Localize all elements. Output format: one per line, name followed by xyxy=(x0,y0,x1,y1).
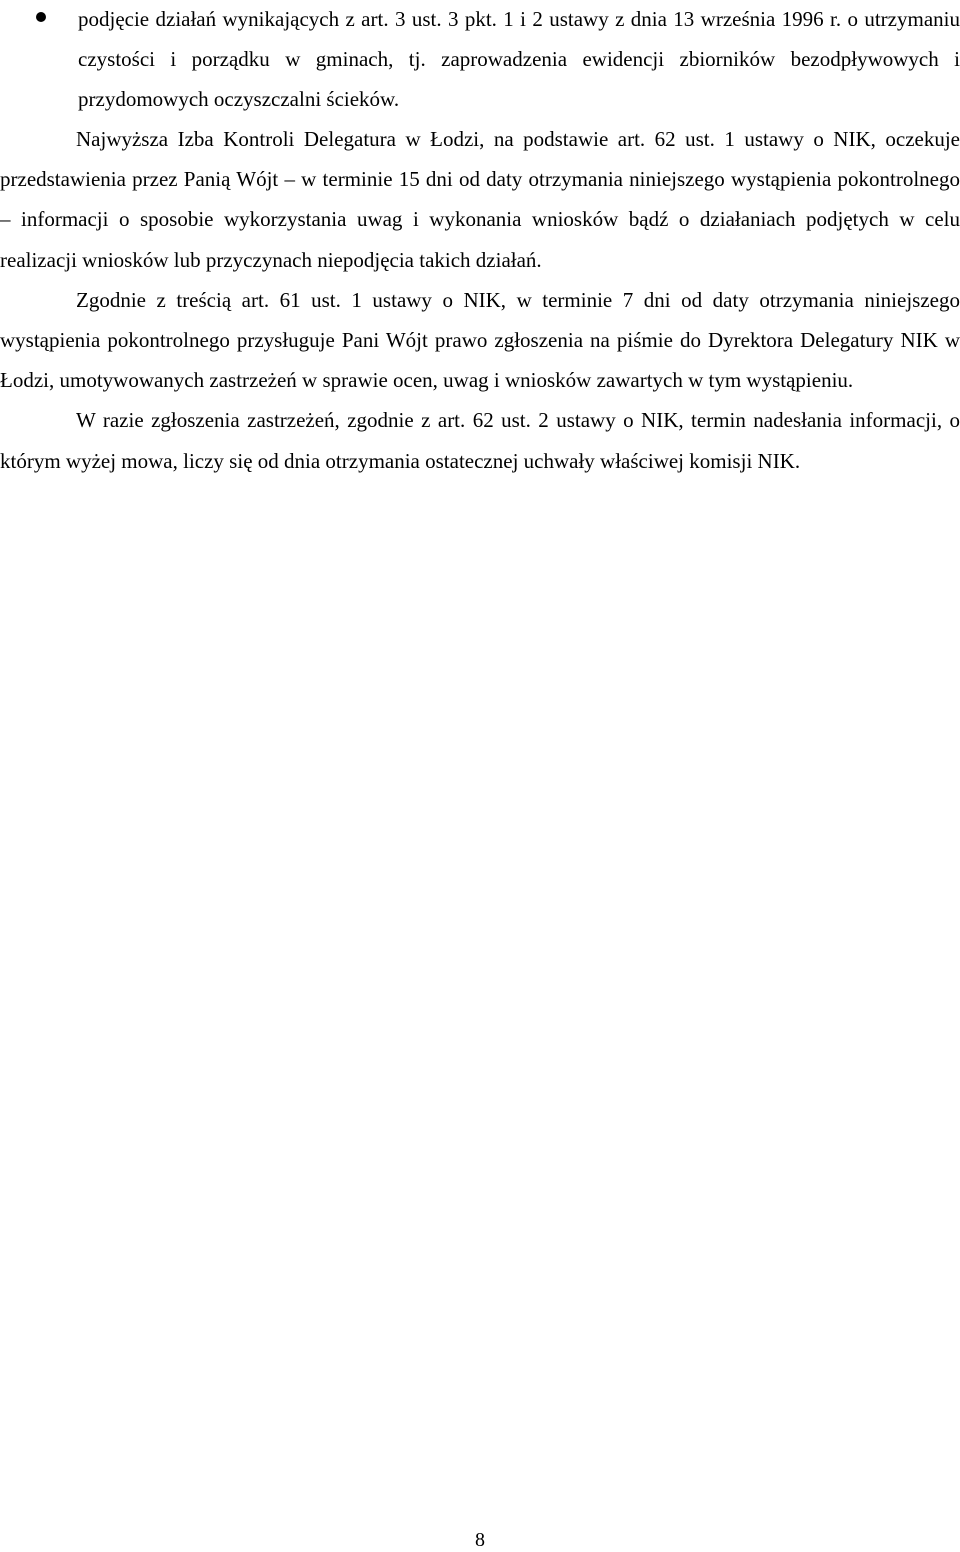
bullet-dot-icon xyxy=(36,12,46,22)
body-paragraphs xyxy=(0,119,960,481)
paragraph-follow-up-request: Najwyższa Izba Kontroli Delegatura w Łodzi, na podstawie art. 62 ust. 1 ustawy o NIK, oczekuje przedstawienia przez Panią Wójt – w terminie 15 dni od daty otrzymania niniejszego wystąpienia pokontrolnego – informacji o sposobie wykorzystania uwag i wykonania wniosków bądź o działaniach podjętych w celu realizacji wniosków lub przyczynach niepodjęcia takich działań. xyxy=(0,127,960,272)
paragraph-deadline-note: W razie zgłoszenia zastrzeżeń, zgodnie z art. 62 ust. 2 ustawy o NIK, termin nadesłania informacji, o którym wyżej mowa, liczy się od dnia otrzymania ostatecznej uchwały właściwej komisji NIK. xyxy=(0,408,960,473)
bullet-marker xyxy=(0,0,78,39)
bullet-list-item xyxy=(0,0,960,120)
page-number: 8 xyxy=(475,1529,485,1551)
bullet-item-text: podjęcie działań wynikających z art. 3 ust. 3 pkt. 1 i 2 ustawy z dnia 13 września 1996 r. o utrzymaniu czystości i porządku w gminach, tj. zaprowadzenia ewidencji zbiorników bezodpływowych i przydomowych oczyszczalni ścieków. xyxy=(78,7,960,112)
paragraph-right-to-objection: Zgodnie z treścią art. 61 ust. 1 ustawy o NIK, w terminie 7 dni od daty otrzymania niniejszego wystąpienia pokontrolnego przysługuje Pani Wójt prawo zgłoszenia na piśmie do Dyrektora Delegatury NIK w Łodzi, umotywowanych zastrzeżeń w sprawie ocen, uwag i wniosków zawartych w tym wystąpieniu. xyxy=(0,287,960,393)
